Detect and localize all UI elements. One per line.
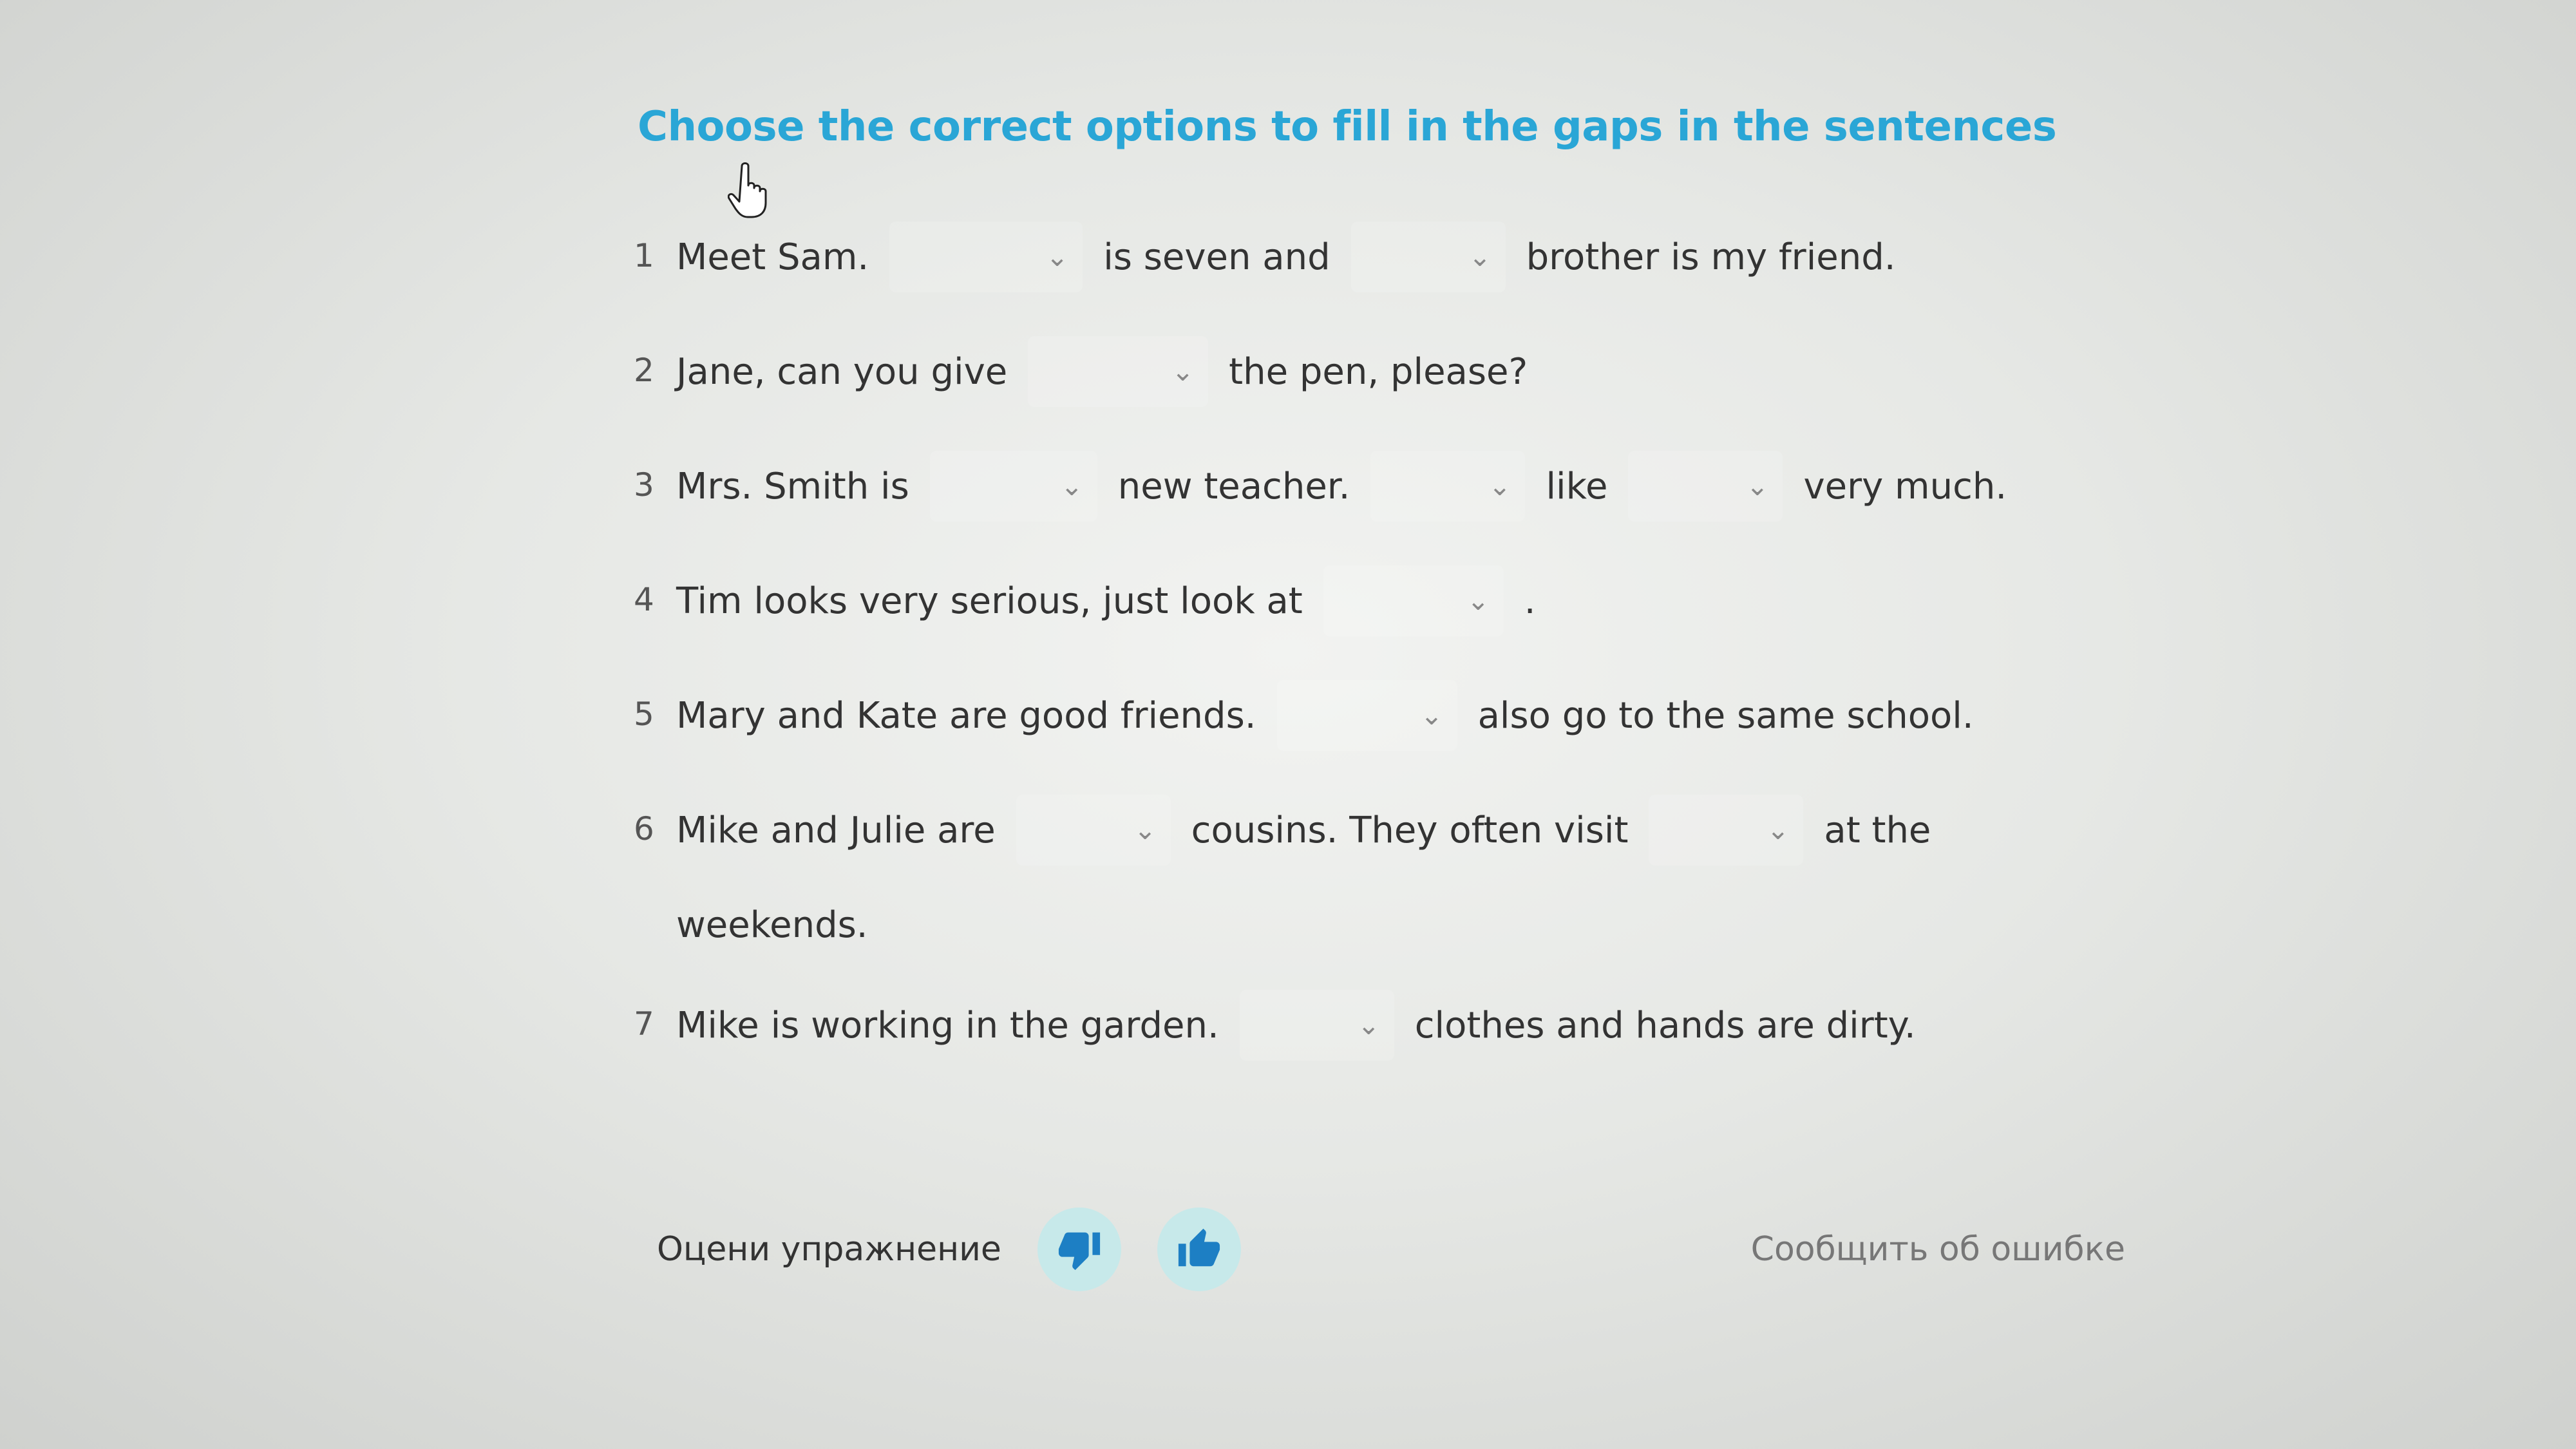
sentence-text: Meet Sam. xyxy=(676,236,869,278)
sentence-text: at the xyxy=(1824,809,1931,851)
sentence-text: brother is my friend. xyxy=(1526,236,1896,278)
thumbs-down-icon xyxy=(1057,1227,1102,1272)
sentence-number: 2 xyxy=(634,352,654,389)
like-button[interactable] xyxy=(1157,1208,1241,1291)
sentence-text: Mary and Kate are good friends. xyxy=(676,694,1256,737)
sentence-text: like xyxy=(1546,465,1608,507)
sentence-number: 1 xyxy=(634,237,654,274)
sentence-text: Mike is working in the garden. xyxy=(676,1004,1219,1046)
sentence-text: also go to the same school. xyxy=(1477,694,1974,737)
rating-footer xyxy=(657,1204,2125,1294)
sentence-4 xyxy=(634,565,2145,636)
gap-dropdown[interactable] xyxy=(930,451,1097,522)
gap-dropdown[interactable] xyxy=(1649,795,1803,866)
sentence-text: cousins. They often visit xyxy=(1191,809,1629,851)
sentence-text: Jane, can you give xyxy=(676,350,1008,393)
chevron-down-icon: ⌄ xyxy=(1766,814,1790,846)
gap-dropdown[interactable] xyxy=(1323,565,1504,636)
gap-dropdown[interactable] xyxy=(1370,451,1525,522)
sentence-3 xyxy=(634,451,2145,522)
exercise-title: Choose the correct options to fill in the gaps in the sentences xyxy=(638,103,2057,151)
sentence-text: Mrs. Smith is xyxy=(676,465,909,507)
thumbs-up-icon xyxy=(1177,1227,1222,1272)
gap-dropdown[interactable] xyxy=(1028,336,1208,407)
chevron-down-icon: ⌄ xyxy=(1466,585,1490,616)
chevron-down-icon: ⌄ xyxy=(1133,814,1157,846)
rate-label: Оцени упражнение xyxy=(657,1230,1001,1269)
sentence-2 xyxy=(634,336,2145,407)
sentence-text: . xyxy=(1524,580,1536,622)
sentence-text: weekends. xyxy=(676,904,868,946)
chevron-down-icon: ⌄ xyxy=(1420,699,1443,731)
sentence-5 xyxy=(634,680,2145,751)
sentence-7 xyxy=(634,990,2145,1061)
gap-dropdown[interactable] xyxy=(1351,222,1506,292)
chevron-down-icon: ⌄ xyxy=(1171,355,1195,387)
gap-dropdown[interactable] xyxy=(1240,990,1394,1061)
dislike-button[interactable] xyxy=(1037,1208,1121,1291)
chevron-down-icon: ⌄ xyxy=(1468,241,1492,272)
sentence-text: Mike and Julie are xyxy=(676,809,996,851)
sentence-number: 3 xyxy=(634,466,654,504)
chevron-down-icon: ⌄ xyxy=(1357,1009,1380,1041)
gap-dropdown[interactable] xyxy=(889,222,1083,292)
hand-pointer-icon xyxy=(728,161,773,219)
chevron-down-icon: ⌄ xyxy=(1046,241,1069,272)
sentence-number: 5 xyxy=(634,696,654,733)
sentence-list xyxy=(634,222,2145,1061)
gap-dropdown[interactable] xyxy=(1277,680,1457,751)
gap-dropdown[interactable] xyxy=(1016,795,1171,866)
exercise-card xyxy=(634,103,2145,1104)
gap-dropdown[interactable] xyxy=(1628,451,1783,522)
sentence-text: clothes and hands are dirty. xyxy=(1414,1004,1916,1046)
chevron-down-icon: ⌄ xyxy=(1746,470,1769,502)
sentence-number: 7 xyxy=(634,1005,654,1043)
sentence-text: new teacher. xyxy=(1117,465,1350,507)
report-error-link[interactable]: Сообщить об ошибке xyxy=(1750,1230,2125,1269)
sentence-text: is seven and xyxy=(1103,236,1331,278)
sentence-text: Tim looks very serious, just look at xyxy=(676,580,1303,622)
sentence-text: very much. xyxy=(1803,465,2007,507)
sentence-1 xyxy=(634,222,2145,292)
sentence-text: the pen, please? xyxy=(1229,350,1528,393)
chevron-down-icon: ⌄ xyxy=(1488,470,1511,502)
sentence-number: 6 xyxy=(634,810,654,848)
chevron-down-icon: ⌄ xyxy=(1060,470,1083,502)
sentence-6 xyxy=(634,795,2145,946)
sentence-number: 4 xyxy=(634,581,654,618)
